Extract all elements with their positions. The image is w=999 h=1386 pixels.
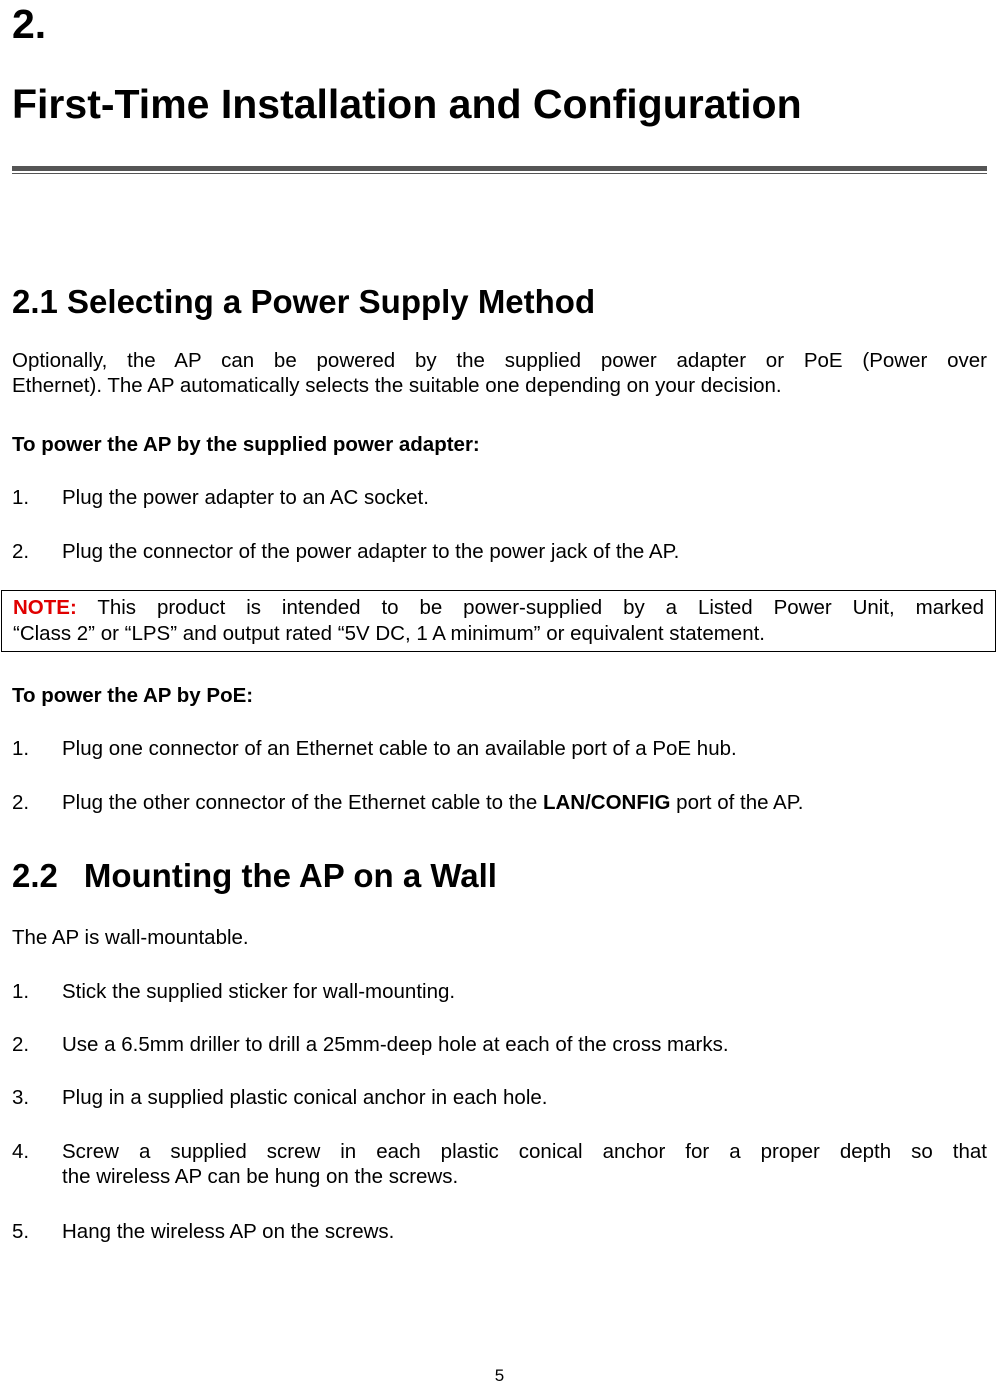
note-label: NOTE: (13, 596, 77, 619)
chapter-title: First-Time Installation and Configuration (12, 81, 802, 127)
list-item (12, 736, 987, 761)
list-item-text: Stick the supplied sticker for wall-mounting. (62, 980, 456, 1003)
intro-line-2: Ethernet). The AP automatically selects the suitable one depending on your decision. (12, 374, 782, 397)
list-item-number: 5. (12, 1220, 30, 1243)
list-item (12, 979, 987, 1004)
note-text-1: This product is intended to be power-supplied by a Listed Power Unit, marked (97, 596, 984, 619)
section-2-2-intro: The AP is wall-mountable. (12, 926, 249, 949)
list-item-number: 2. (12, 791, 30, 814)
list-item (12, 539, 987, 564)
adapter-subheading: To power the AP by the supplied power adapter: (12, 433, 480, 456)
chapter-rule-thick (12, 166, 987, 171)
note-line-1 (13, 595, 984, 621)
list-item (12, 1139, 987, 1189)
list-item (12, 790, 987, 815)
list-item-number: 2. (12, 1033, 30, 1056)
list-item-number: 1. (12, 980, 30, 1003)
list-item-number: 4. (12, 1140, 30, 1163)
list-item-number: 1. (12, 737, 30, 760)
list-item-text: Screw a supplied screw in each plastic conical anchor for a proper depth so that the wireless AP can be hung on the screws. (62, 1140, 987, 1188)
page-number: 5 (494, 1366, 505, 1385)
port-name: LAN/CONFIG (542, 791, 671, 814)
list-item-number: 3. (12, 1086, 30, 1109)
list-item (12, 1085, 987, 1110)
list-item-text: Hang the wireless AP on the screws. (62, 1220, 395, 1243)
list-item (12, 485, 987, 510)
list-item-number: 2. (12, 540, 30, 563)
intro-line-1: Optionally, the AP can be powered by the supplied power adapter or PoE (Power over (12, 349, 987, 372)
section-2-1-intro (12, 348, 987, 398)
chapter-number: 2. (12, 1, 47, 47)
list-item (12, 1219, 987, 1244)
poe-subheading: To power the AP by PoE: (12, 684, 254, 707)
list-item-text: Plug one connector of an Ethernet cable to an available port of a PoE hub. (62, 737, 737, 760)
list-item-text: Plug the power adapter to an AC socket. (62, 486, 429, 509)
list-item-number: 1. (12, 486, 30, 509)
note-line-2: “Class 2” or “LPS” and output rated “5V DC, 1 A minimum” or equivalent statement. (13, 622, 765, 645)
list-item-text: Plug the other connector of the Ethernet cable to the LAN/CONFIG port of the AP. (62, 791, 804, 814)
list-item-text: Use a 6.5mm driller to drill a 25mm-deep hole at each of the cross marks. (62, 1033, 729, 1056)
list-item (12, 1032, 987, 1057)
list-item-text: Plug in a supplied plastic conical anchor in each hole. (62, 1086, 548, 1109)
section-2-1-heading: 2.1 Selecting a Power Supply Method (12, 283, 596, 320)
section-2-2-heading (12, 856, 497, 896)
list-item-text: Plug the connector of the power adapter to the power jack of the AP. (62, 540, 680, 563)
section-2-2-number: 2.2 (12, 857, 58, 894)
section-2-2-title: Mounting the AP on a Wall (83, 857, 497, 894)
chapter-rule-thin (12, 173, 987, 174)
note-box (1, 590, 996, 652)
